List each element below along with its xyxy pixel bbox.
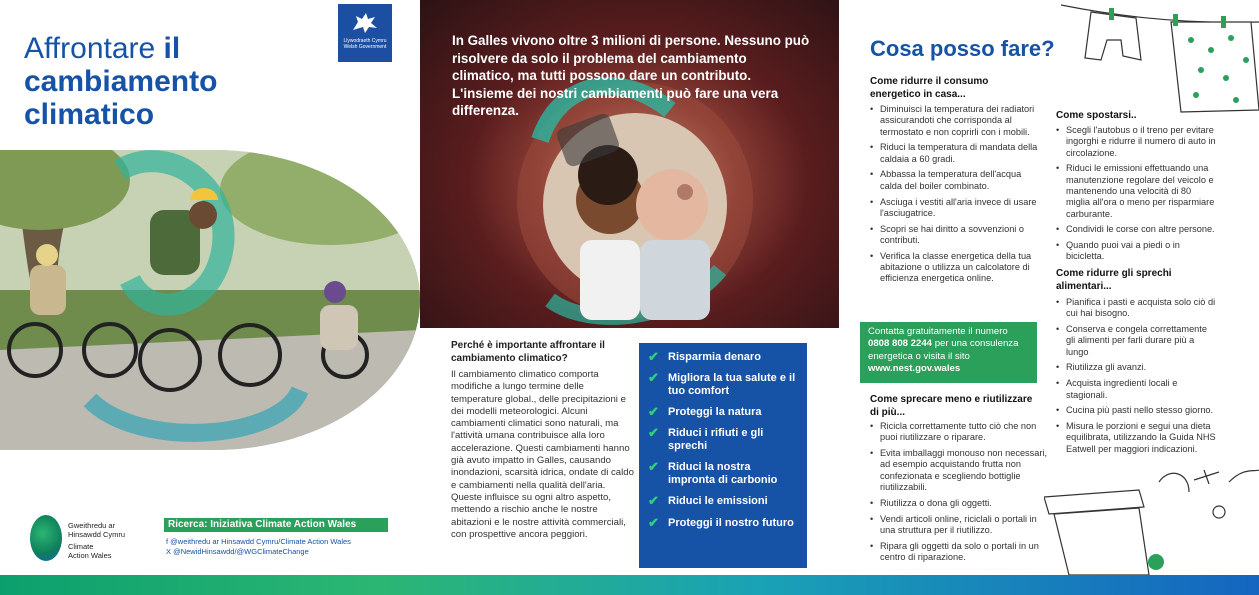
list-item: • Riutilizza o dona gli oggetti.	[870, 498, 1050, 509]
list-item: • Scopri se hai diritto a sovvenzioni o contributi.	[870, 224, 1042, 247]
waste-list	[870, 421, 1050, 568]
social-links	[166, 537, 351, 557]
energy-list	[870, 104, 1042, 289]
list-item: • Pianifica i pasti e acquista solo ciò di cui hai bisogno.	[1056, 297, 1216, 320]
list-item: • Acquista ingredienti locali e stagionali.	[1056, 378, 1216, 401]
energy-heading: Come ridurre il consumo energetico in casa...	[870, 76, 989, 100]
x-handle[interactable]: X @NewidHinsawdd/@WGClimateChange	[166, 547, 309, 556]
middle-panel	[420, 0, 839, 575]
travel-list	[1056, 125, 1216, 267]
wales-map-icon	[30, 515, 62, 561]
check-icon: ✔	[648, 459, 659, 475]
right-panel	[839, 0, 1259, 575]
list-item: • Vendi articoli online, riciclali o portali in una struttura per il riutilizzo.	[870, 514, 1050, 537]
list-item: • Condividi le corse con altre persone.	[1056, 224, 1216, 235]
check-icon: ✔	[648, 404, 659, 420]
why-heading: Perché è importante affrontare il cambiamento climatico?	[451, 340, 605, 364]
list-item: • Ripara gli oggetti da solo o portali in un centro di riparazione.	[870, 541, 1050, 564]
why-body: Il cambiamento climatico comporta modifiche a lungo termine delle temperature global., delle precipitazioni e dei modelli meteorologici. Alcuni cambiamenti climatici sono naturali, ma l'attività umana contribuisce alla loro accelerazione. Questi cambiamenti hanno già avuto impatto in Galles, causando inondazioni, scarsità idrica, ondate di caldo e cambiamenti nella qualità dell'aria. Queste influisce su ogni altro aspetto, mettendo a rischio anche le nostre abitazioni e le nostre attività commerciali, con prospettive ancora peggiori.	[451, 369, 634, 540]
climate-action-wales-logo	[30, 515, 150, 561]
list-item: • Verifica la classe energetica della tua abitazione o utilizza un calcolatore di efficienza energetica online.	[870, 251, 1042, 285]
check-icon: ✔	[648, 370, 659, 386]
title-word-1: Affrontare	[24, 32, 156, 65]
list-item: • Quando puoi vai a piedi o in bicicletta.	[1056, 240, 1216, 263]
food-waste-bin-illustration	[1044, 462, 1259, 575]
food-list	[1056, 297, 1216, 460]
benefit-item: ✔ Proteggi la natura	[648, 404, 762, 420]
title-line-2: cambiamento	[24, 65, 218, 98]
brand-text: Gweithredu ar Hinsawdd Cymru Climate Action Wales	[68, 521, 126, 560]
benefits-box	[639, 343, 807, 568]
search-banner: Ricerca: Iniziativa Climate Action Wales	[164, 518, 388, 532]
cyclists-photo	[0, 150, 420, 450]
title-line-3: climatico	[24, 98, 155, 131]
dragon-icon	[350, 10, 380, 36]
website-link[interactable]: www.nest.gov.wales	[868, 363, 961, 375]
check-icon: ✔	[648, 493, 659, 509]
check-icon: ✔	[648, 514, 659, 530]
list-item: • Abbassa la temperatura dell'acqua calda del boiler combinato.	[870, 169, 1042, 192]
waste-heading: Come sprecare meno e riutilizzare di più...	[870, 394, 1033, 418]
list-item: • Scegli l'autobus o il treno per evitare ingorghi e ridurre il numero di auto in circolazione.	[1056, 125, 1216, 159]
list-item: • Misura le porzioni e segui una dieta equilibrata, utilizzando la Guida NHS Eatwell per maggiori indicazioni.	[1056, 421, 1216, 455]
list-item: • Evita imballaggi monouso non necessari, ad esempio acquistando frutta non confezionata e scegliendo bottiglie riutilizzabili.	[870, 448, 1050, 493]
page-title	[24, 32, 324, 131]
benefit-item: ✔ Risparmia denaro	[648, 349, 761, 364]
left-panel	[0, 0, 420, 575]
list-item: • Conserva e congela correttamente gli alimenti per farli durare più a lungo	[1056, 324, 1216, 358]
list-item: • Cucina più pasti nello stesso giorno.	[1056, 405, 1216, 416]
list-item: • Ricicla correttamente tutto ciò che non puoi riutilizzare o riparare.	[870, 421, 1050, 444]
intro-text: In Galles vivono oltre 3 milioni di persone. Nessuno può risolvere da solo il problema del cambiamento climatico, ma tutti possono dare un contributo. L'insieme dei nostri cambiamenti può fare una vera differenza.	[452, 33, 810, 118]
check-icon: ✔	[648, 349, 659, 364]
welsh-government-logo	[338, 4, 392, 62]
benefit-item: ✔ Riduci le emissioni	[648, 493, 768, 509]
list-item: • Asciuga i vestiti all'aria invece di usare l'asciugatrice.	[870, 197, 1042, 220]
contact-box: Contatta gratuitamente il numero 0808 808 2244 per una consulenza energetica o visita il sito www.nest.gov.wales	[860, 322, 1037, 383]
gradient-footer-bar	[0, 575, 1259, 595]
check-icon: ✔	[648, 425, 659, 441]
benefit-item: ✔ Migliora la tua salute e il tuo comfort	[648, 370, 796, 397]
benefit-item: ✔ Proteggi il nostro futuro	[648, 514, 794, 530]
what-can-i-do-heading: Cosa posso fare?	[870, 36, 1055, 61]
facebook-handle[interactable]: f @weithredu ar Hinsawdd Cymru/Climate Action Wales	[166, 537, 351, 546]
list-item: • Riutilizza gli avanzi.	[1056, 362, 1216, 373]
benefit-item: ✔ Riduci i rifiuti e gli sprechi	[648, 425, 764, 453]
phone-number[interactable]: 0808 808 2244	[868, 338, 933, 350]
list-item: • Diminuisci la temperatura dei radiatori assicurandoti che corrisponda al termostato e non coprirli con i mobili.	[870, 104, 1042, 138]
food-heading: Come ridurre gli sprechi alimentari...	[1056, 268, 1172, 292]
travel-heading: Come spostarsi..	[1056, 110, 1137, 121]
list-item: • Riduci le emissioni effettuando una manutenzione regolare del veicolo e mantenendo una velocità di 80 miglia all'ora o meno per risparmiare carburante.	[1056, 163, 1216, 219]
benefit-item: ✔ Riduci la nostra impronta di carbonio	[648, 459, 778, 487]
gov-logo-text: Llywodraeth Cymru Welsh Government	[343, 38, 387, 50]
list-item: • Riduci la temperatura di mandata della caldaia a 60 gradi.	[870, 142, 1042, 165]
clothesline-illustration	[1061, 0, 1259, 120]
title-word-2: il	[163, 32, 181, 65]
